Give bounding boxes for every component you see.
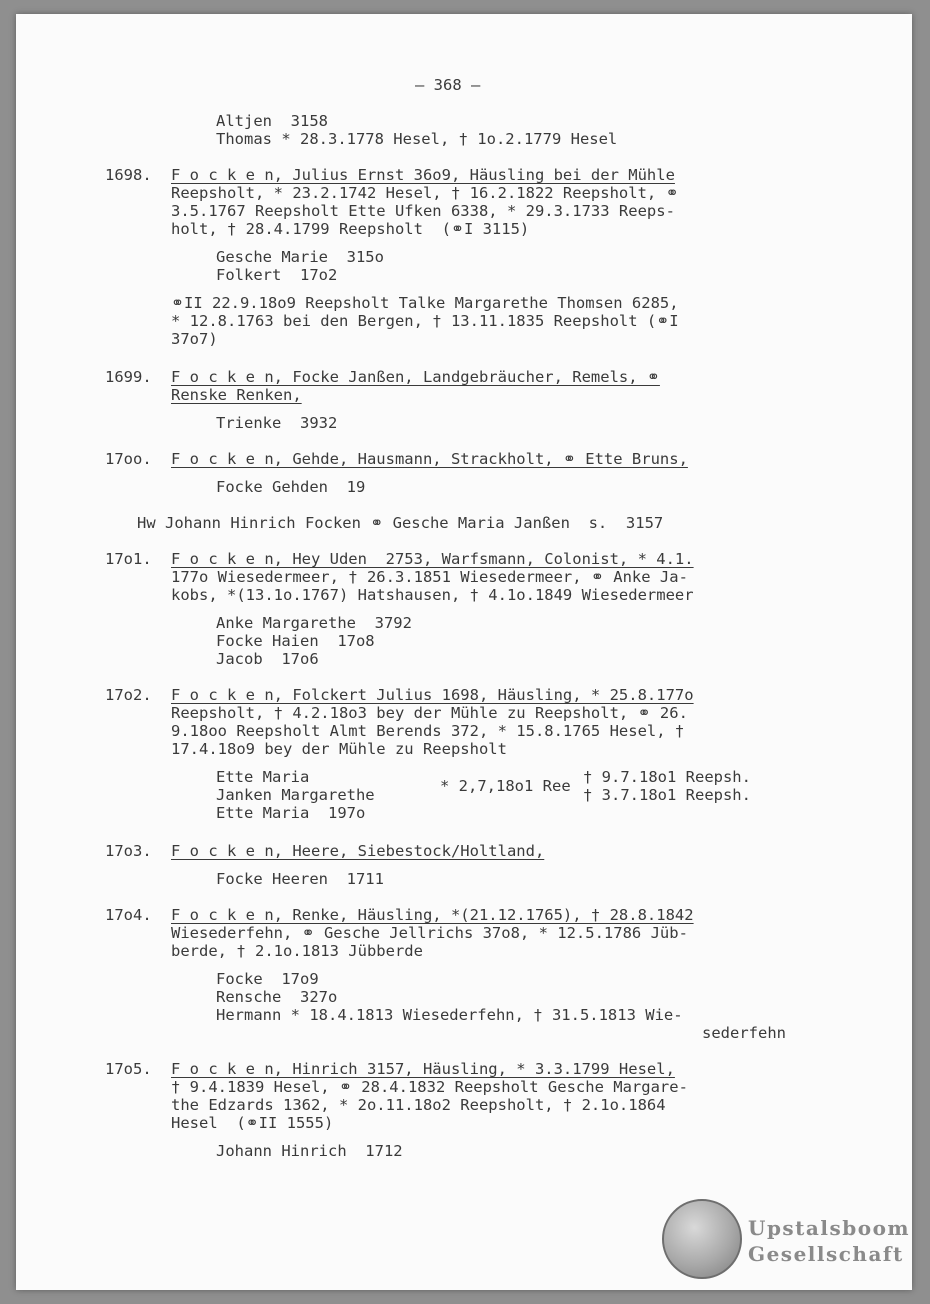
- text-line: Hesel (⚭II 1555): [171, 1114, 334, 1132]
- entry-number: 1699.: [105, 368, 152, 386]
- text-line: Renske Renken,: [171, 386, 302, 404]
- document-page: [16, 14, 912, 1290]
- text-line: Reepsholt, * 23.2.1742 Hesel, † 16.2.1822 Reepsholt, ⚭: [171, 184, 679, 202]
- text-line: Reepsholt, † 4.2.18o3 bey der Mühle zu Reepsholt, ⚭ 26.: [171, 704, 688, 722]
- entry-heading: F o c k e n, Focke Janßen, Landgebräucher, Remels, ⚭: [171, 368, 660, 386]
- entry-number: 17o2.: [105, 686, 152, 704]
- text-line: 177o Wiesedermeer, † 26.3.1851 Wiesedermeer, ⚭ Anke Ja-: [171, 568, 688, 586]
- text-line: † 9.4.1839 Hesel, ⚭ 28.4.1832 Reepsholt Gesche Margare-: [171, 1078, 688, 1096]
- child-line: Ette Maria 197o: [216, 804, 366, 822]
- entry-number: 1698.: [105, 166, 152, 184]
- death-note: † 9.7.18o1 Reepsh.: [583, 768, 751, 786]
- entry-number: 17o4.: [105, 906, 152, 924]
- child-line: Hermann * 18.4.1813 Wiesederfehn, † 31.5.1813 Wie-: [216, 1006, 683, 1024]
- text-line: ⚭II 22.9.18o9 Reepsholt Talke Margarethe Thomsen 6285,: [171, 294, 679, 312]
- text-line: holt, † 28.4.1799 Reepsholt (⚭I 3115): [171, 220, 530, 238]
- page-number: — 368 —: [415, 76, 481, 94]
- child-line: Trienke 3932: [216, 414, 338, 432]
- cross-reference: Hw Johann Hinrich Focken ⚭ Gesche Maria Janßen s. 3157: [137, 514, 664, 532]
- child-line: Folkert 17o2: [216, 266, 338, 284]
- death-note: † 3.7.18o1 Reepsh.: [583, 786, 751, 804]
- logo-text-line2: Gesellschaft: [748, 1242, 904, 1266]
- entry-heading: F o c k e n, Renke, Häusling, *(21.12.1765), † 28.8.1842: [171, 906, 694, 924]
- child-line: sederfehn: [702, 1024, 786, 1042]
- child-line: Janken Margarethe: [216, 786, 375, 804]
- entry-heading: F o c k e n, Folckert Julius 1698, Häusling, * 25.8.177o: [171, 686, 694, 704]
- entry-number: 17o5.: [105, 1060, 152, 1078]
- child-line: Jacob 17o6: [216, 650, 319, 668]
- entry-heading: F o c k e n, Hinrich 3157, Häusling, * 3.3.1799 Hesel,: [171, 1060, 675, 1078]
- logo-text-line1: Upstalsboom: [748, 1216, 911, 1240]
- child-line: Focke 17o9: [216, 970, 319, 988]
- text-line: kobs, *(13.1o.1767) Hatshausen, † 4.1o.1849 Wiesedermeer: [171, 586, 694, 604]
- text-line: * 12.8.1763 bei den Bergen, † 13.11.1835 Reepsholt (⚭I: [171, 312, 679, 330]
- text-line: 3.5.1767 Reepsholt Ette Ufken 6338, * 29.3.1733 Reeps-: [171, 202, 675, 220]
- child-line: Focke Heeren 1711: [216, 870, 384, 888]
- entry-heading: F o c k e n, Heere, Siebestock/Holtland,: [171, 842, 545, 860]
- child-line: Focke Gehden 19: [216, 478, 366, 496]
- child-line: Johann Hinrich 1712: [216, 1142, 403, 1160]
- child-line: Gesche Marie 315o: [216, 248, 384, 266]
- child-line: Rensche 327o: [216, 988, 338, 1006]
- text-line: berde, † 2.1o.1813 Jübberde: [171, 942, 423, 960]
- birth-note: * 2,7,18o1 Ree: [440, 777, 571, 795]
- entry-number: 17o1.: [105, 550, 152, 568]
- text-line: Wiesederfehn, ⚭ Gesche Jellrichs 37o8, * 12.5.1786 Jüb-: [171, 924, 688, 942]
- text-line: 17.4.18o9 bey der Mühle zu Reepsholt: [171, 740, 507, 758]
- child-line: Ette Maria: [216, 768, 310, 786]
- entry-heading: F o c k e n, Gehde, Hausmann, Strackholt, ⚭ Ette Bruns,: [171, 450, 688, 468]
- child-line: Anke Margarethe 3792: [216, 614, 412, 632]
- text-line: 37o7): [171, 330, 218, 348]
- text-line: 9.18oo Reepsholt Almt Berends 372, * 15.8.1765 Hesel, †: [171, 722, 685, 740]
- text-line: Altjen 3158: [216, 112, 328, 130]
- society-seal-icon: [662, 1199, 742, 1279]
- text-line: Thomas * 28.3.1778 Hesel, † 1o.2.1779 Hesel: [216, 130, 618, 148]
- text-line: the Edzards 1362, * 2o.11.18o2 Reepsholt, † 2.1o.1864: [171, 1096, 666, 1114]
- child-line: Focke Haien 17o8: [216, 632, 375, 650]
- entry-heading: F o c k e n, Hey Uden 2753, Warfsmann, Colonist, * 4.1.: [171, 550, 694, 568]
- entry-heading: F o c k e n, Julius Ernst 36o9, Häusling bei der Mühle: [171, 166, 675, 184]
- entry-number: 17o3.: [105, 842, 152, 860]
- entry-number: 17oo.: [105, 450, 152, 468]
